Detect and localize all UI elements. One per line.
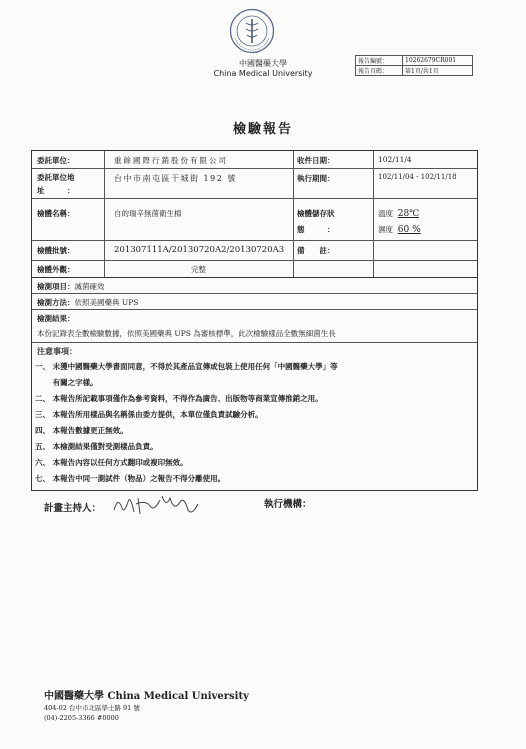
row-appearance xyxy=(32,260,477,278)
test-item xyxy=(37,281,105,292)
note-item: 一、 未獲中國醫藥大學書面同意，不得於其產品宣傳或包裝上使用任何「中國醫藥大學」等 xyxy=(35,362,338,371)
storage-label-2: 態 ： xyxy=(297,225,335,234)
handwritten-signature xyxy=(110,490,205,520)
report-page: 第1頁/共1頁 xyxy=(403,66,473,76)
agency-label: 執行機構： xyxy=(264,499,312,510)
test-result-label: 檢測結果： xyxy=(37,314,75,323)
report-number: 10262679CR001 xyxy=(403,56,473,66)
temperature-label: 溫度 xyxy=(378,209,393,218)
footer-name: 中國醫藥大學 China Medical University xyxy=(44,691,249,702)
row-sample xyxy=(32,198,477,241)
test-item-label: 檢測項目： xyxy=(37,282,75,291)
pi-label: 計畫主持人： xyxy=(44,503,102,514)
appearance-label: 檢體外觀： xyxy=(37,265,75,274)
address-label-2: 址 ： xyxy=(37,186,75,195)
exec-period-label: 執行期間： xyxy=(297,174,335,183)
note-item: 六、 本報告內容以任何方式翻印或複印無效。 xyxy=(35,458,188,467)
humidity-value: 60 % xyxy=(397,225,421,235)
note-item: 有關之字樣。 xyxy=(35,378,98,387)
humidity-label: 濕度 xyxy=(378,225,393,234)
page-title: 檢驗報告 xyxy=(232,122,293,137)
test-result-value: 本份記錄表全數檢驗數據，依照美國藥典 UPS 為審核標準，此次檢驗樣品全數無細菌生長 xyxy=(37,329,336,338)
test-item-value: 滅菌確效 xyxy=(74,282,105,291)
row-address xyxy=(32,168,477,199)
exec-period: 102/11/04 - 102/11/18 xyxy=(378,173,457,181)
report-info-box xyxy=(355,55,473,76)
client-address: 台中市南屯區干城街 192 號 xyxy=(114,174,237,183)
note-item: 二、 本報告所記載事項僅作為參考資料，不得作為廣告、出版物等商業宣傳推銷之用。 xyxy=(35,394,323,403)
appearance-value: 完整 xyxy=(191,265,206,274)
footer-address: 404-02 台中市北區學士路 91 號 xyxy=(44,704,140,712)
address-label-1: 委託單位地 xyxy=(37,173,75,182)
note-item: 四、 本報告數據更正無效。 xyxy=(35,426,128,435)
row-client xyxy=(32,151,477,169)
note-item: 五、 本檢測結果僅對受測樣品負責。 xyxy=(35,442,158,451)
university-name-zh: 中國醫藥大學 xyxy=(239,59,287,68)
test-method-label: 檢測方法： xyxy=(37,298,75,307)
row-method xyxy=(32,293,477,310)
received-date: 102/11/4 xyxy=(378,155,412,164)
note-item: 七、 本報告中同一測試件（物品）之報告不得分離使用。 xyxy=(35,474,226,483)
sample-name-label: 檢體名稱： xyxy=(37,209,75,218)
temperature-value: 28℃ xyxy=(397,209,420,219)
sample-name: 自的瑞辛無菌衛生棉 xyxy=(114,209,182,218)
remarks-label: 備 註： xyxy=(297,246,335,255)
test-method-value: 依照美國藥典 UPS xyxy=(74,298,139,307)
university-name-en: China Medical University xyxy=(213,69,313,78)
temperature xyxy=(378,208,419,219)
client-value: 重餘國際行銷股份有限公司 xyxy=(114,156,228,165)
batch-value: 201307111A/20130720A2/20130720A3 xyxy=(114,245,285,255)
humidity xyxy=(378,224,421,235)
report-page-label: 報告頁碼： xyxy=(356,66,403,76)
notes-title: 注意事項： xyxy=(37,346,77,356)
test-method xyxy=(37,297,138,308)
row-batch xyxy=(32,240,477,261)
storage-label-1: 檢體儲存狀 xyxy=(297,209,335,218)
university-seal-logo xyxy=(229,8,275,54)
notes-list xyxy=(35,361,338,489)
client-label: 委託單位： xyxy=(37,156,75,165)
row-result xyxy=(32,309,477,343)
report-table xyxy=(31,150,478,491)
notes-section xyxy=(37,346,338,489)
received-date-label: 收件日期： xyxy=(297,156,335,165)
batch-label: 檢體批號： xyxy=(37,246,75,255)
footer-phone: (04)-2205-3366 #0000 xyxy=(44,714,119,722)
row-item xyxy=(32,277,477,294)
note-item: 三、 本報告所用樣品與名稱係由委方提供，本單位僅負責試驗分析。 xyxy=(35,410,263,419)
report-number-label: 報告編號： xyxy=(356,56,403,66)
